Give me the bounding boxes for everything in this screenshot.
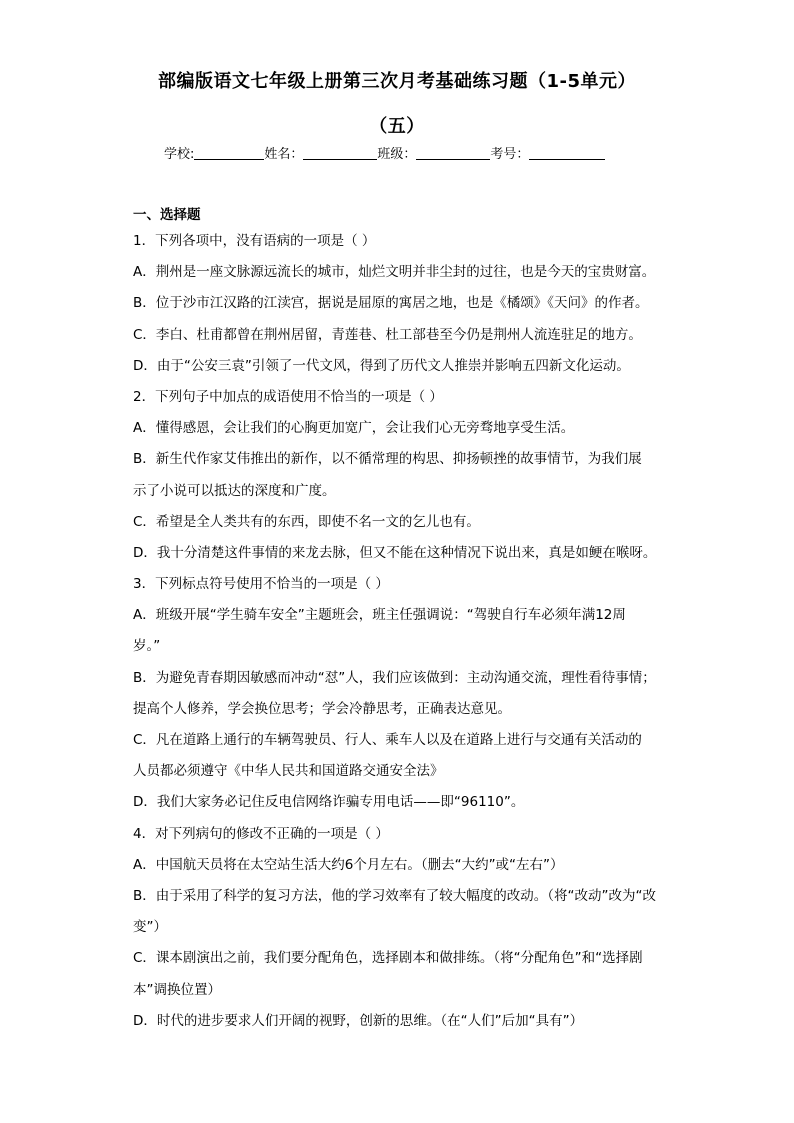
question-line: D．我十分清楚这件事情的来龙去脉，但又不能在这种情况下说出来，真是如鲠在喉呀。 — [133, 544, 657, 561]
question-line: A．中国航天员将在太空站生活大约6个月左右。（删去“大约”或“左右”） — [133, 856, 564, 873]
class-field[interactable] — [416, 146, 490, 160]
document-title: 部编版语文七年级上册第三次月考基础练习题（1-5单元） — [157, 71, 637, 92]
school-label: 学校: — [164, 147, 195, 162]
document-body — [133, 205, 673, 1037]
question-line: D．由于“公安三袁”引领了一代文风，得到了历代文人推崇并影响五四新文化运动。 — [133, 357, 630, 374]
question-line: 3．下列标点符号使用不恰当的一项是（ ） — [133, 576, 389, 593]
question-line: C．李白、杜甫都曾在荆州居留，青莲巷、杜工部巷至今仍是荆州人流连驻足的地方。 — [133, 326, 642, 343]
question-line: B．位于沙市江汉路的江渎宫，据说是屈原的寓居之地，也是《橘颂》《天问》的作者。 — [133, 295, 649, 312]
question-line: C．课本剧演出之前，我们要分配角色，选择剧本和做排练。（将“分配角色”和“选择剧 — [133, 950, 643, 967]
name-label: 姓名： — [264, 147, 304, 162]
question-line: C．凡在道路上通行的车辆驾驶员、行人、乘车人以及在道路上进行与交通有关活动的 — [133, 732, 642, 748]
document-title-continued: （五） — [369, 116, 425, 137]
section-heading: 一、选择题 — [133, 207, 201, 223]
question-line: D．时代的进步要求人们开阔的视野，创新的思维。（在“人们”后加“具有”） — [133, 1012, 584, 1029]
question-line: A．班级开展“学生骑车安全”主题班会，班主任强调说：“驾驶自行车必须年满12周 — [133, 607, 626, 624]
question-line: 2．下列句子中加点的成语使用不恰当的一项是（ ） — [133, 388, 443, 405]
question-line: C．希望是全人类共有的东西，即使不名一文的乞儿也有。 — [133, 513, 480, 530]
student-info-row — [164, 143, 605, 162]
class-label: 班级： — [377, 147, 417, 162]
name-field[interactable] — [303, 146, 377, 160]
question-line: 变”） — [133, 919, 167, 936]
question-line: 1．下列各项中，没有语病的一项是（ ） — [133, 233, 376, 249]
question-line: B．新生代作家艾伟推出的新作，以不循常理的构思、抑扬顿挫的故事情节，为我们展 — [133, 451, 642, 468]
question-line: B．为避免青春期因敏感而冲动“怼”人，我们应该做到：主动沟通交流，理性看待事情； — [133, 669, 656, 686]
exam-number-label: 考号： — [490, 147, 530, 162]
question-line: 本”调换位置） — [133, 981, 221, 998]
question-line: D．我们大家务必记住反电信网络诈骗专用电话——即“96110”。 — [133, 794, 525, 811]
question-line: A．荆州是一座文脉源远流长的城市，灿烂文明并非尘封的过往，也是今天的宝贵财富。 — [133, 264, 656, 281]
question-line: B．由于采用了科学的复习方法，他的学习效率有了较大幅度的改动。（将“改动”改为“改 — [133, 887, 656, 904]
question-line: 岁。” — [133, 638, 161, 655]
school-field[interactable] — [194, 146, 264, 160]
question-line: 示了小说可以抵达的深度和广度。 — [133, 482, 336, 499]
question-line: A．懂得感恩，会让我们的心胸更加宽广，会让我们心无旁骛地享受生活。 — [133, 420, 575, 437]
question-line: 4．对下列病句的修改不正确的一项是（ ） — [133, 825, 389, 842]
question-line: 提高个人修养，学会换位思考；学会冷静思考，正确表达意见。 — [133, 700, 511, 717]
question-line: 人员都必须遵守《中华人民共和国道路交通安全法》 — [133, 763, 444, 780]
exam-number-field[interactable] — [529, 146, 605, 160]
